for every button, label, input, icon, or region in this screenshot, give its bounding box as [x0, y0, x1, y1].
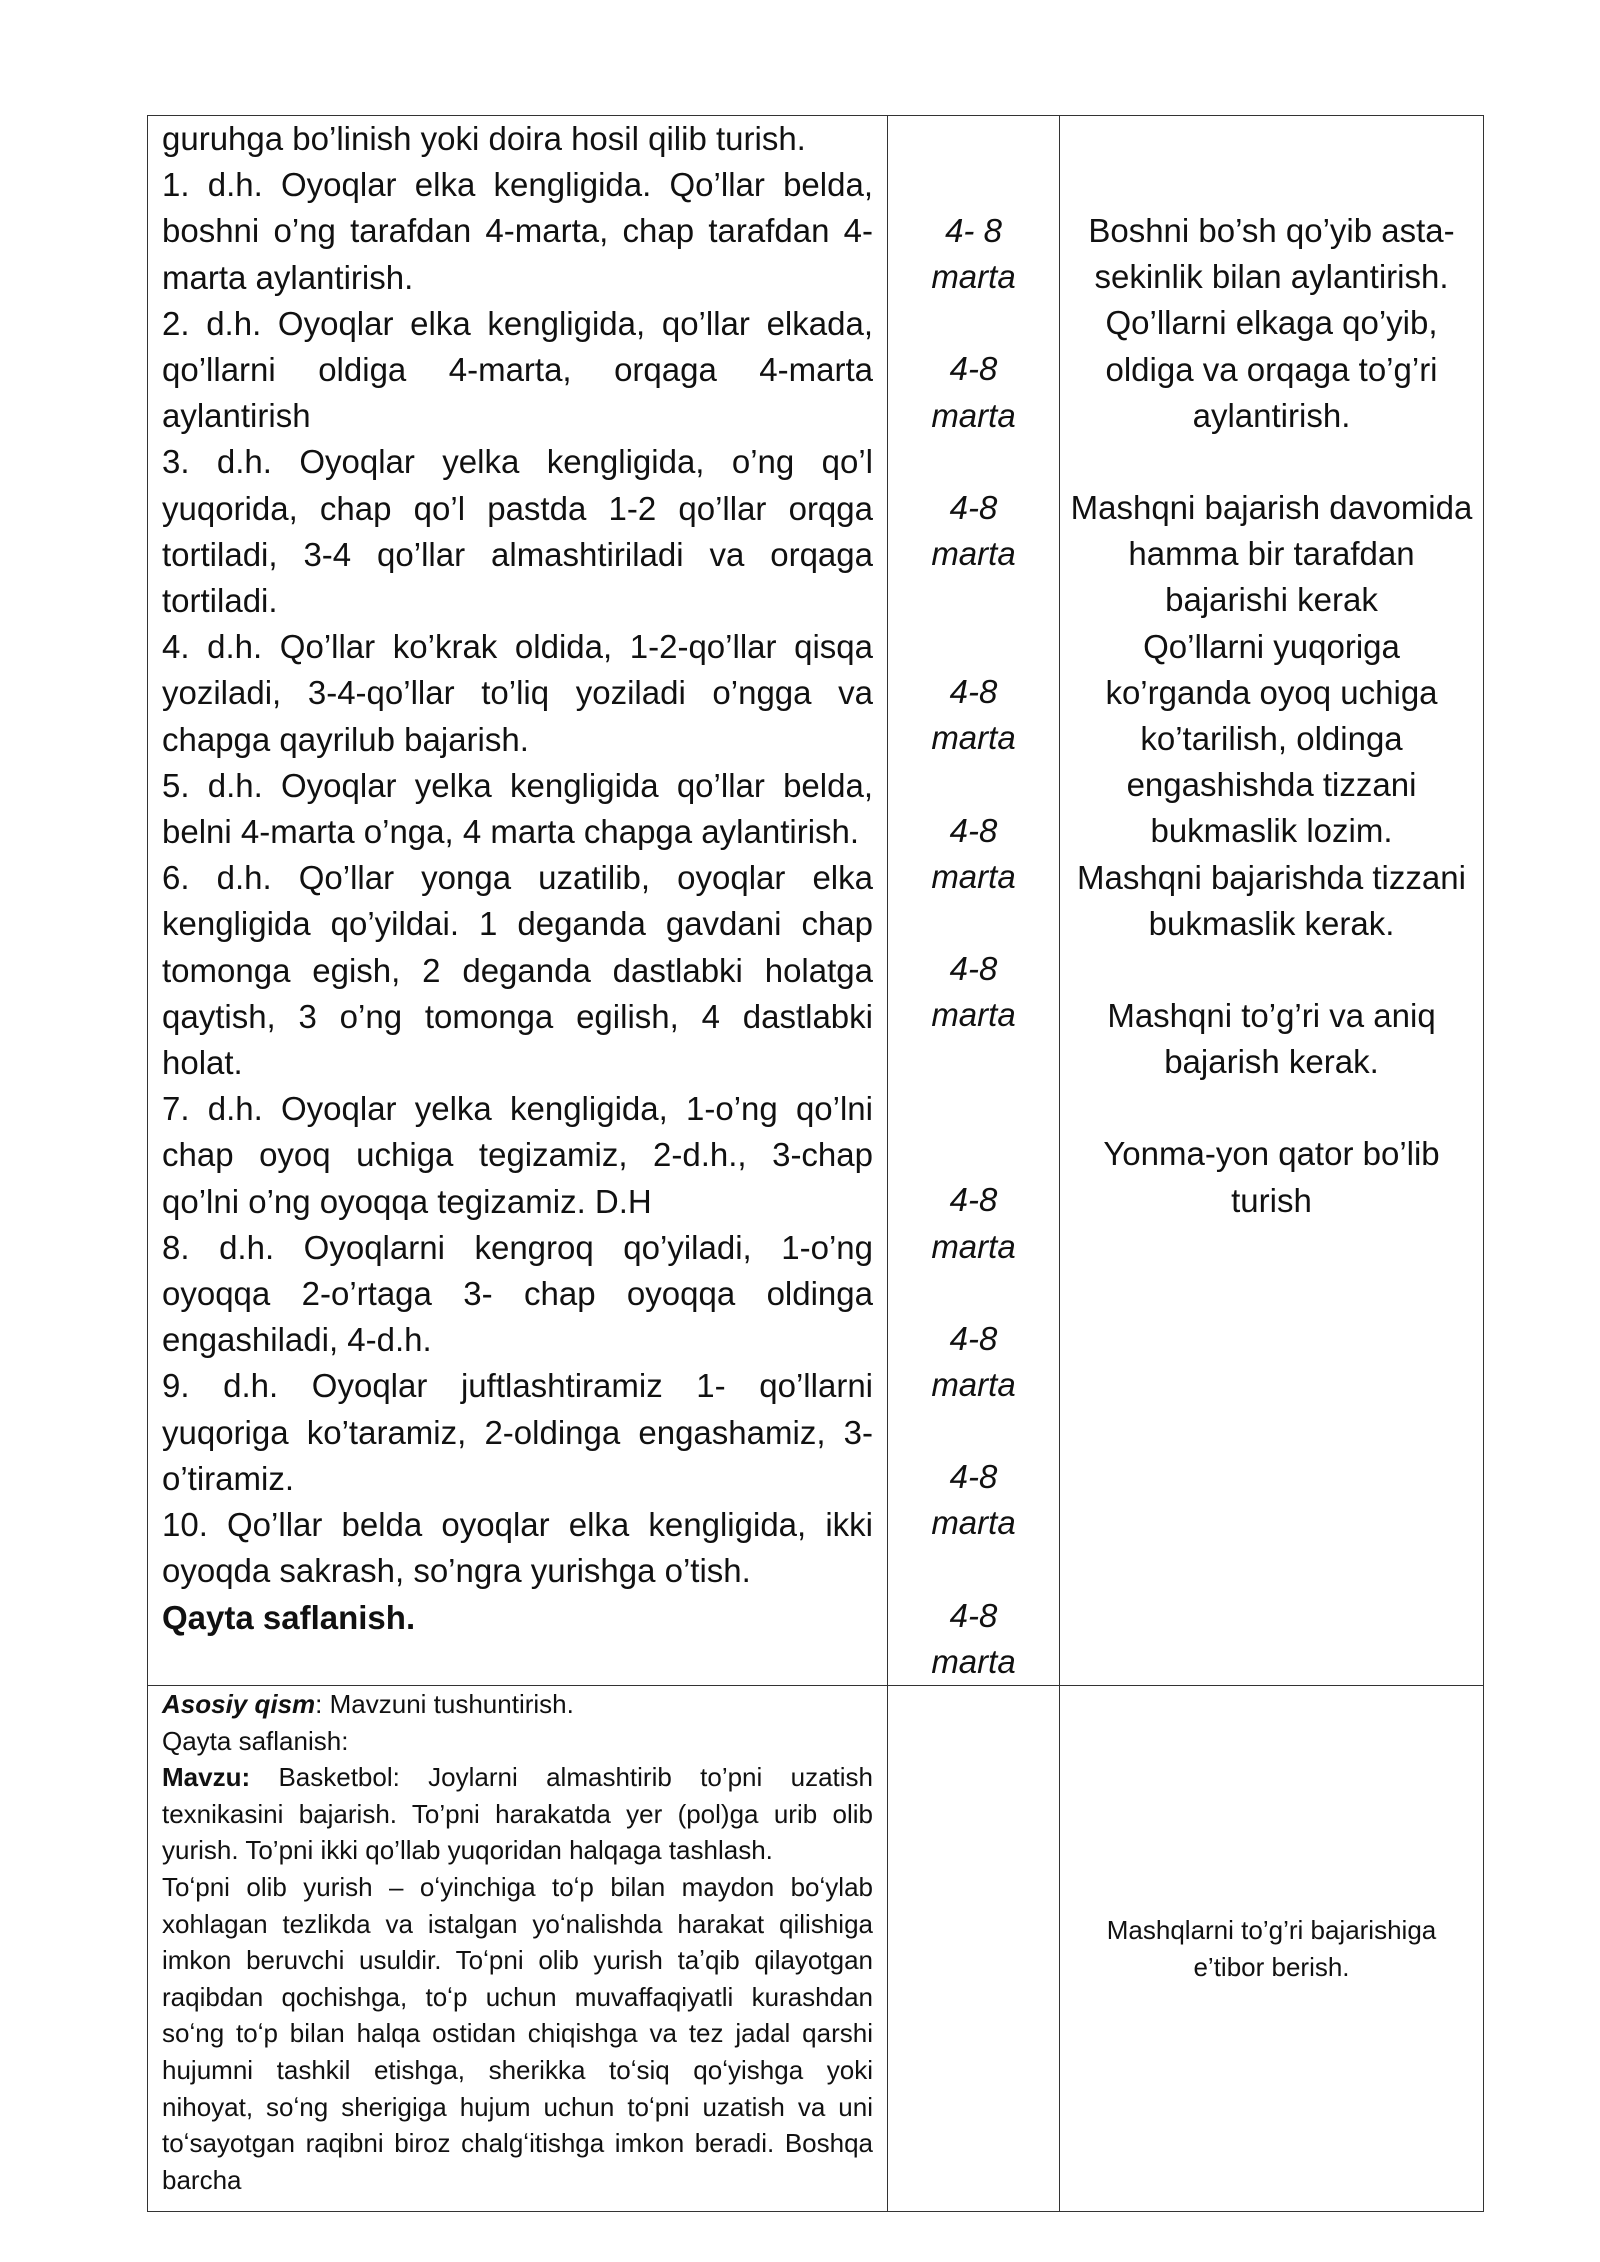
regroup-heading: Qayta saflanish.: [162, 1598, 416, 1636]
rep-5: 4-8 marta: [931, 811, 1016, 895]
rep-7: 4-8 marta: [931, 1181, 1016, 1265]
exercise-6: 6. d.h. Qo’llar yonga uzatilib, oyoqlar elka kengligida qo’yildai. 1 deganda gavdani chap tomonga egish, 2 deganda dastlabki holatga qaytish, 3 o’ng tomonga egilish, 4 dastlabki holat.: [162, 859, 873, 1082]
note-1: Boshni bo’sh qo’yib asta-sekinlik bilan aylantirish.: [1088, 212, 1455, 296]
main-note-cell: [1060, 1686, 1484, 2212]
note-2: Qo’llarni elkaga qo’yib, oldiga va orqaga to’g’ri aylantirish.: [1105, 304, 1438, 434]
rep-4: 4-8 marta: [931, 673, 1016, 757]
exercise-8: 8. d.h. Oyoqlarni kengroq qo’yiladi, 1-o’ng oyoqqa 2-o’rtaga 3- chap oyoqqa oldinga engashiladi, 4-d.h.: [162, 1228, 873, 1359]
exercise-9: 9. d.h. Oyoqlar juftlashtiramiz 1- qo’llarni yuqoriga ko’taramiz, 2-oldinga engashamiz, 3-o’tiramiz.: [162, 1367, 873, 1497]
note-6: Mashqni to’g’ri va aniq bajarish kerak.: [1107, 997, 1436, 1081]
exercise-10: 10. Qo’llar belda oyoqlar elka kengligida, ikki oyoqda sakrash, so’ngra yurishga o’tish.: [162, 1506, 873, 1590]
rep-1: 4- 8 marta: [931, 212, 1016, 296]
main-part-row: [148, 1686, 1484, 2212]
note-7: Yonma-yon qator bo’lib turish: [1103, 1135, 1440, 1219]
dribbling-paragraph: Toʻpni olib yurish – oʻyinchiga toʻp bilan maydon boʻylab xohlagan tezlikda va istalgan yoʻnalishda harakat qilishiga imkon beruvchi usuldir. Toʻpni olib yurish taʼqib qilayotgan raqibdan qochishga, toʻp uchun muvaffaqiyatli kurashdan soʻng toʻp bilan halqa ostidan chiqishga va tez jadal qarshi hujumni tashkil etishga, sherikka toʻsiq qoʻyishga yoki nihoyat, soʻng sherigiga hujum uchun toʻpni uzatish va uni toʻsayotgan raqibni biroz chalgʻitishga imkon beradi. Boshqa barcha: [162, 1872, 873, 2195]
rep-2: 4-8 marta: [931, 350, 1016, 434]
note-3: Mashqni bajarish davomida hamma bir tarafdan bajarishi kerak: [1070, 489, 1473, 619]
exercise-7: 7. d.h. Oyoqlar yelka kengligida, 1-o’ng qo’lni chap oyoq uchiga tegizamiz, 2-d.h., 3-chap qo’lni o’ng oyoqqa tegizamiz. D.H: [162, 1090, 873, 1220]
topic-line: Mavzu: Basketbol: Joylarni almashtirib to’pni uzatish texnikasini bajarish. To’pni harakatda yer (pol)ga urib olib yurish. To’pni ikki qo’llab yuqoridan halqaga tashlash.: [162, 1762, 873, 1866]
exercise-4: 4. d.h. Qo’llar ko’krak oldida, 1-2-qo’llar qisqa yoziladi, 3-4-qo’llar to’liq yoziladi o’ngga va chapga qayrilub bajarish.: [162, 628, 873, 758]
rep-10: 4-8 marta: [931, 1596, 1016, 1680]
exercises-cell: [148, 116, 888, 1686]
note-4: Qo’llarni yuqoriga ko’rganda oyoq uchiga ko’tarilish, oldinga engashishda tizzani bukmaslik lozim.: [1105, 627, 1438, 850]
warmup-row: [148, 116, 1484, 1686]
note-5: Mashqni bajarishda tizzani bukmaslik kerak.: [1077, 858, 1466, 942]
rep-9: 4-8 marta: [931, 1458, 1016, 1542]
main-note: Mashqlarni to’g’ri bajarishiga e’tibor berish.: [1106, 1914, 1437, 1982]
main-regroup-line: Qayta saflanish:: [162, 1725, 349, 1756]
exercise-1: 1. d.h. Oyoqlar elka kengligida. Qo’llar belda, boshni o’ng tarafdan 4-marta, chap tarafdan 4-marta aylantirish.: [162, 166, 873, 296]
exercise-5: 5. d.h. Oyoqlar yelka kengligida qo’llar belda, belni 4-marta o’nga, 4 marta chapga aylantirish.: [162, 766, 873, 851]
intro-line: guruhga bo’linish yoki doira hosil qilib turish.: [162, 120, 806, 157]
exercise-3: 3. d.h. Oyoqlar yelka kengligida, o’ng qo’l yuqorida, chap qo’l pastda 1-2 qo’llar orqga tortiladi, 3-4 qo’llar almashtiriladi va orqaga tortiladi.: [162, 443, 873, 620]
lesson-plan-table: [147, 115, 1484, 2212]
exercise-2: 2. d.h. Oyoqlar elka kengligida, qo’llar elkada, qo’llarni oldiga 4-marta, orqaga 4-marta aylantirish: [162, 304, 873, 435]
main-part-label: Asosiy qism: Mavzuni tushuntirish.: [162, 1689, 574, 1720]
rep-6: 4-8 marta: [931, 950, 1016, 1034]
main-part-cell: [148, 1686, 888, 2212]
main-repetitions-cell: [888, 1686, 1060, 2212]
notes-cell: [1060, 116, 1484, 1686]
repetitions-cell: [888, 116, 1060, 1686]
rep-8: 4-8 marta: [931, 1319, 1016, 1404]
rep-3: 4-8 marta: [931, 488, 1016, 573]
